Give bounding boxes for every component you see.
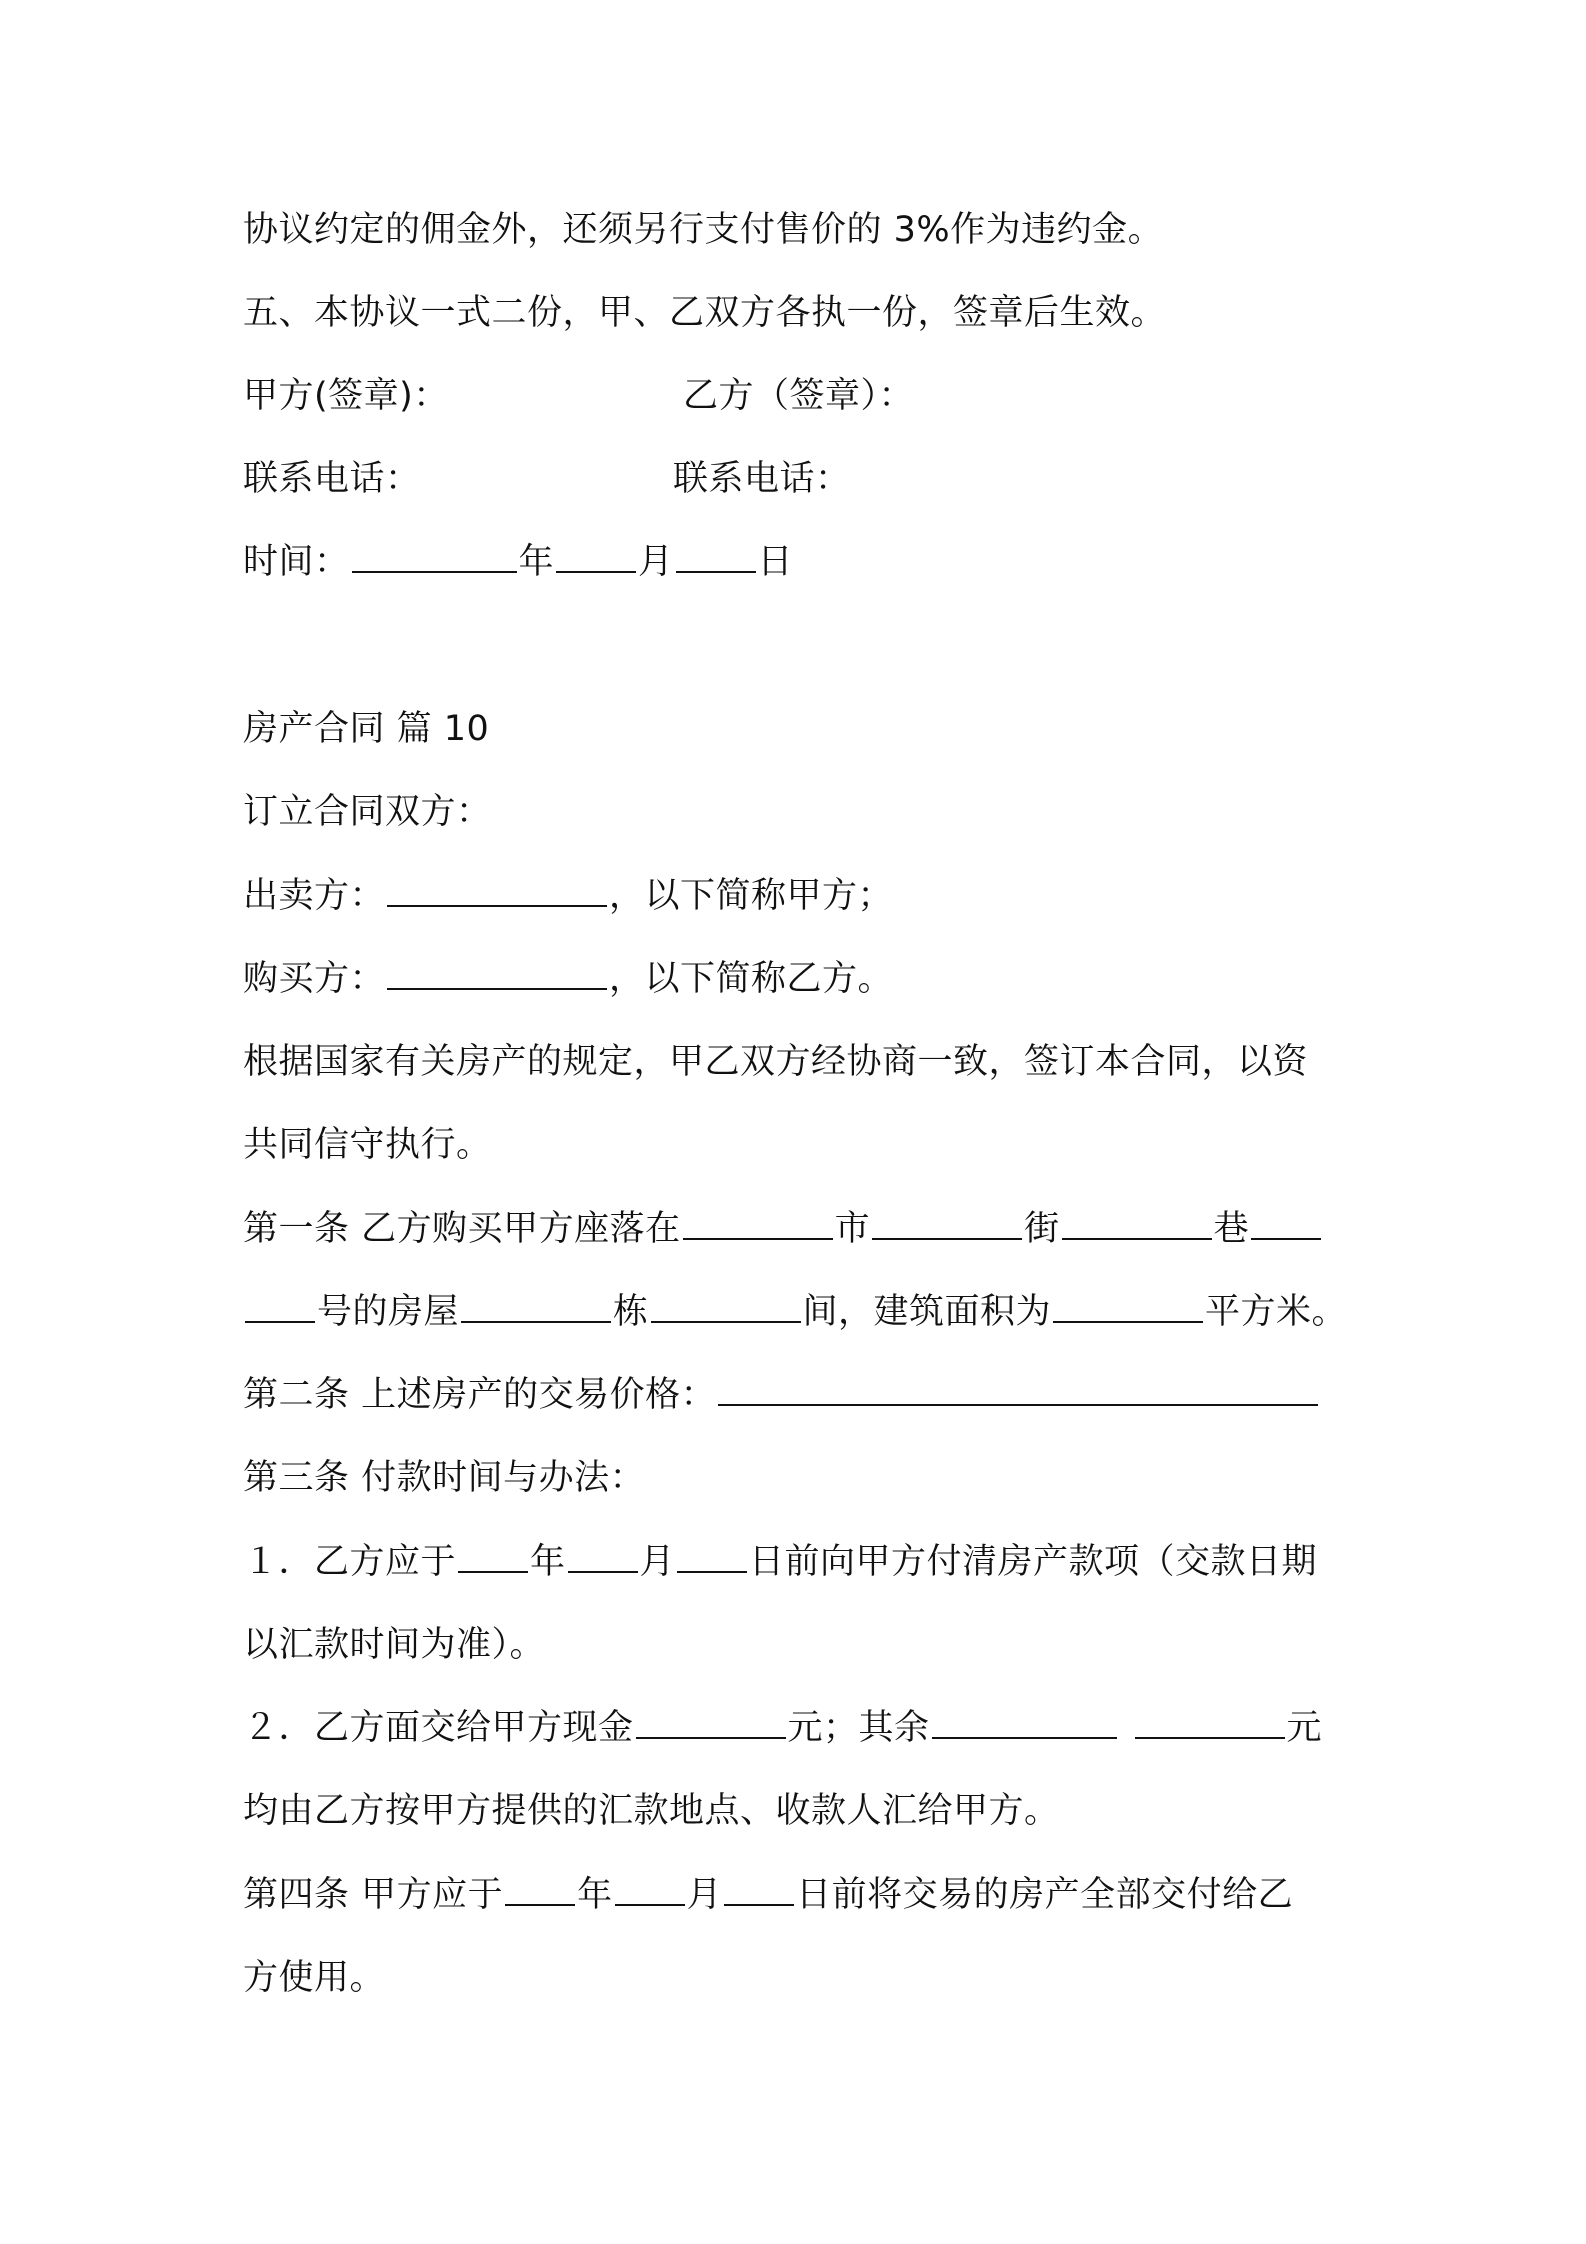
cash-blank <box>636 1707 786 1739</box>
article-one-line-1 <box>243 1205 1363 1253</box>
area-blank <box>1053 1291 1203 1323</box>
number-blank-start <box>1251 1208 1321 1240</box>
item-one-line-1 <box>243 1538 1363 1586</box>
parties-intro-text: 订立合同双方： <box>243 792 492 832</box>
clause-five-line <box>243 289 1363 337</box>
seller-line <box>243 872 1363 920</box>
time-label: 时间： <box>243 542 350 582</box>
article-four-rest: 日前将交易的房产全部交付给乙 <box>796 1875 1294 1915</box>
item-two-line-1 <box>243 1704 1363 1752</box>
room-blank <box>651 1291 801 1323</box>
basis-line-2 <box>243 1121 1363 1169</box>
item-one-year: 年 <box>530 1542 566 1582</box>
article-three-text: 第三条 付款时间与办法： <box>243 1458 646 1498</box>
article-two-line <box>243 1371 1363 1419</box>
article-four-line-2-text: 方使用。 <box>243 1958 386 1998</box>
seller-blank <box>387 875 607 907</box>
seller-suffix: ，以下简称甲方； <box>609 876 894 916</box>
building-blank <box>461 1291 611 1323</box>
city-label: 市 <box>834 1209 871 1249</box>
party-a-phone-label: 联系电话： <box>243 459 421 499</box>
article-four-prefix: 第四条 甲方应于 <box>243 1875 504 1915</box>
basis-text-1: 根据国家有关房产的规定，甲乙双方经协商一致，签订本合同，以资 <box>243 1042 1309 1082</box>
year-blank <box>352 541 517 573</box>
buyer-suffix: ，以下简称乙方。 <box>609 959 894 999</box>
lane-blank <box>1062 1208 1212 1240</box>
article-three-line <box>243 1454 1363 1502</box>
day-label: 日 <box>757 542 794 582</box>
seller-label: 出卖方： <box>243 876 386 916</box>
article-four-year-blank <box>505 1874 575 1906</box>
article-four-month-blank <box>615 1874 685 1906</box>
remainder-blank-1 <box>932 1707 1117 1739</box>
item-one-line-2-text: 以汇款时间为准）。 <box>243 1625 546 1665</box>
buyer-line <box>243 955 1363 1003</box>
item-one-month: 月 <box>639 1542 676 1582</box>
room-label: 间，建筑面积为 <box>802 1292 1052 1332</box>
street-label: 街 <box>1024 1209 1060 1249</box>
item-two-prefix: ２．乙方面交给甲方现金 <box>243 1708 634 1748</box>
area-unit: 平方米。 <box>1205 1292 1348 1332</box>
party-b-phone-label: 联系电话： <box>673 459 851 499</box>
buyer-blank <box>387 958 607 990</box>
party-b-signature-label: 乙方（签章）： <box>683 376 915 416</box>
item-two-yuan-2: 元 <box>1286 1708 1323 1748</box>
basis-text-2: 共同信守执行。 <box>243 1125 492 1165</box>
article-four-line-1 <box>243 1871 1363 1919</box>
article-one-prefix: 第一条 乙方购买甲方座落在 <box>243 1209 681 1249</box>
basis-line-1 <box>243 1038 1363 1086</box>
party-a-signature-label: 甲方(签章)： <box>243 376 449 416</box>
item-one-month-blank <box>568 1541 638 1573</box>
clause-five-text: 五、本协议一式二份，甲、乙双方各执一份，签章后生效。 <box>243 293 1167 333</box>
item-two-yuan-1: 元；其余 <box>787 1708 930 1748</box>
signature-line <box>243 372 1363 420</box>
number-label: 号的房屋 <box>317 1292 460 1332</box>
remainder-blank-2 <box>1135 1707 1285 1739</box>
city-blank <box>683 1208 833 1240</box>
year-label: 年 <box>518 542 555 582</box>
article-four-line-2 <box>243 1954 1363 2002</box>
date-line <box>243 538 1363 586</box>
article-four-year: 年 <box>577 1875 613 1915</box>
day-blank <box>676 541 756 573</box>
building-label: 栋 <box>613 1292 649 1332</box>
price-blank <box>718 1374 1318 1406</box>
item-one-day-blank <box>677 1541 747 1573</box>
section-title <box>243 705 1363 753</box>
article-four-day-blank <box>724 1874 794 1906</box>
item-two-line-2 <box>243 1787 1363 1835</box>
parties-intro-line <box>243 788 1363 836</box>
item-one-year-blank <box>458 1541 528 1573</box>
article-four-month: 月 <box>686 1875 723 1915</box>
number-blank-end <box>245 1291 315 1323</box>
article-two-text: 第二条 上述房产的交易价格： <box>243 1375 717 1415</box>
clause-penalty-line <box>243 206 1363 254</box>
article-one-line-2 <box>243 1288 1363 1336</box>
phone-line <box>243 455 1363 503</box>
item-one-prefix: １．乙方应于 <box>243 1542 457 1582</box>
lane-label: 巷 <box>1213 1209 1250 1249</box>
section-title-text: 房产合同 篇 10 <box>243 709 490 749</box>
penalty-text: 协议约定的佣金外，还须另行支付售价的 3%作为违约金。 <box>243 210 1164 250</box>
buyer-label: 购买方： <box>243 959 386 999</box>
month-blank <box>556 541 636 573</box>
item-one-rest: 日前向甲方付清房产款项（交款日期 <box>749 1542 1318 1582</box>
item-one-line-2 <box>243 1621 1363 1669</box>
street-blank <box>872 1208 1022 1240</box>
month-label: 月 <box>638 542 674 582</box>
item-two-line-2-text: 均由乙方按甲方提供的汇款地点、收款人汇给甲方。 <box>243 1791 1060 1831</box>
